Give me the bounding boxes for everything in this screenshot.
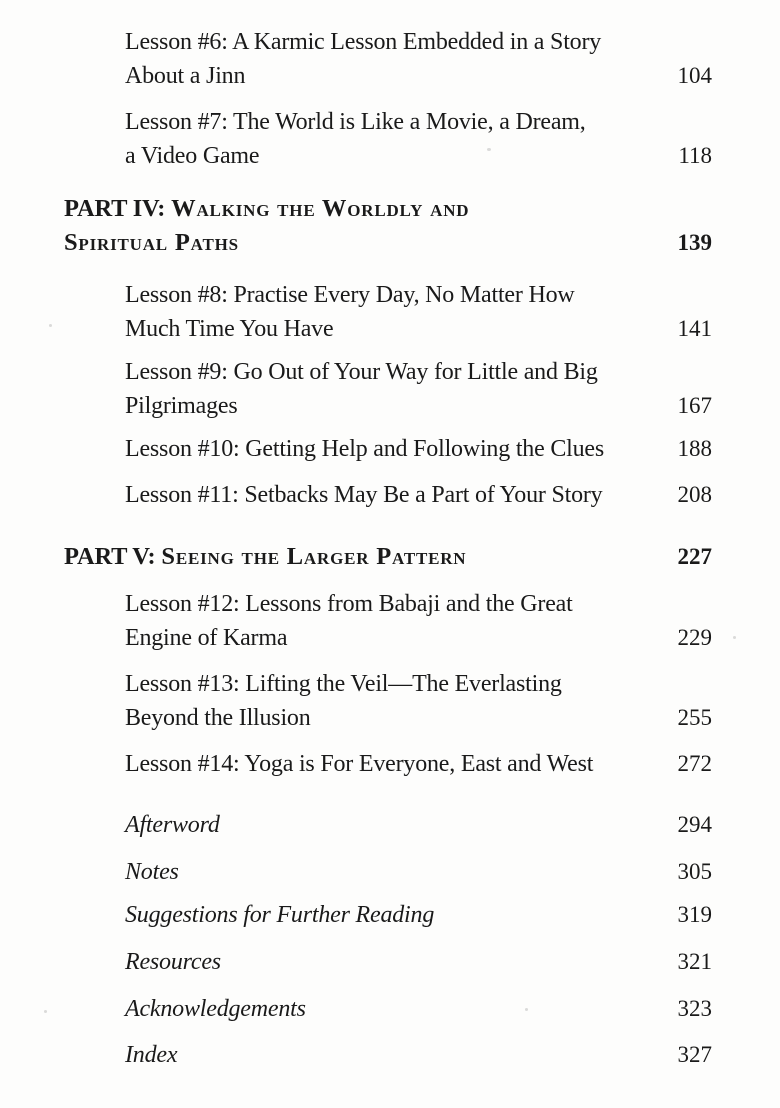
toc-line bbox=[125, 747, 712, 781]
part-title: Walking the Worldly and bbox=[171, 195, 470, 222]
scan-speck bbox=[733, 636, 736, 639]
toc-line bbox=[125, 105, 712, 139]
part-title: Spiritual Paths bbox=[64, 229, 239, 256]
toc-entry-text: Pilgrimages bbox=[125, 393, 238, 419]
toc-line bbox=[125, 139, 712, 173]
toc-line bbox=[125, 667, 712, 701]
toc-line bbox=[64, 192, 712, 226]
toc-line bbox=[125, 278, 712, 312]
page-number: 139 bbox=[677, 230, 712, 255]
page-number: 229 bbox=[677, 625, 712, 650]
toc-back-matter-entry bbox=[125, 992, 712, 1026]
toc-lesson-entry bbox=[125, 747, 712, 781]
toc-back-matter-entry bbox=[125, 945, 712, 979]
toc-line bbox=[125, 701, 712, 735]
toc-line bbox=[125, 945, 712, 979]
page-number: 188 bbox=[677, 436, 712, 461]
toc-entry-text: Suggestions for Further Reading bbox=[125, 902, 435, 928]
page-number: 167 bbox=[677, 393, 712, 418]
toc-entry-text: Much Time You Have bbox=[125, 316, 334, 342]
toc-entry-text: Lesson #8: Practise Every Day, No Matter How bbox=[125, 282, 575, 308]
toc-entry-text: Afterword bbox=[125, 812, 220, 838]
part-number-prefix: PART IV: bbox=[64, 195, 166, 222]
toc-entry-text: Lesson #9: Go Out of Your Way for Little and Big bbox=[125, 359, 598, 385]
toc-lesson-entry bbox=[125, 105, 712, 173]
toc-lesson-entry bbox=[125, 587, 712, 655]
toc-entry-text: Engine of Karma bbox=[125, 625, 288, 651]
part-title: Seeing the Larger Pattern bbox=[161, 543, 467, 570]
toc-back-matter-entry bbox=[125, 808, 712, 842]
toc-lesson-entry bbox=[125, 25, 712, 93]
toc-entry-text bbox=[64, 540, 466, 574]
toc-lesson-entry bbox=[125, 432, 712, 466]
toc-entry-text: Acknowledgements bbox=[125, 996, 306, 1022]
page-number: 118 bbox=[678, 143, 712, 168]
scan-speck bbox=[487, 148, 491, 151]
toc-line bbox=[125, 1038, 712, 1072]
toc-entry-text: a Video Game bbox=[125, 143, 260, 169]
page-number: 104 bbox=[677, 63, 712, 88]
toc-entry-text: Lesson #13: Lifting the Veil—The Everlasting bbox=[125, 671, 562, 697]
toc-line bbox=[125, 25, 712, 59]
toc-line bbox=[125, 621, 712, 655]
page-number: 227 bbox=[677, 544, 712, 569]
toc-part-heading bbox=[64, 540, 712, 574]
toc-line bbox=[125, 59, 712, 93]
scan-speck bbox=[49, 324, 52, 327]
page-number: 305 bbox=[677, 859, 712, 884]
toc-entry-text: About a Jinn bbox=[125, 63, 246, 89]
toc-part-heading bbox=[64, 192, 712, 260]
toc-entry-text: Lesson #14: Yoga is For Everyone, East and West bbox=[125, 751, 594, 777]
toc-entry-text: Lesson #11: Setbacks May Be a Part of Your Story bbox=[125, 482, 603, 508]
toc-entry-text: Lesson #12: Lessons from Babaji and the Great bbox=[125, 591, 573, 617]
page-number: 255 bbox=[677, 705, 712, 730]
page-number: 319 bbox=[677, 902, 712, 927]
page-number: 294 bbox=[677, 812, 712, 837]
toc-line bbox=[125, 478, 712, 512]
toc-entry-text: Notes bbox=[125, 859, 179, 885]
toc-entry-text: Resources bbox=[125, 949, 221, 975]
toc-lesson-entry bbox=[125, 355, 712, 423]
scan-speck bbox=[525, 1008, 528, 1011]
toc-back-matter-entry bbox=[125, 855, 712, 889]
scan-speck bbox=[44, 1010, 47, 1013]
toc-lesson-entry bbox=[125, 278, 712, 346]
page-number: 327 bbox=[677, 1042, 712, 1067]
toc-line bbox=[125, 808, 712, 842]
page-number: 323 bbox=[677, 996, 712, 1021]
toc-entry-text bbox=[64, 192, 469, 226]
toc-line bbox=[125, 389, 712, 423]
table-of-contents bbox=[64, 25, 712, 1072]
page-number: 321 bbox=[677, 949, 712, 974]
toc-line bbox=[125, 898, 712, 932]
toc-line bbox=[125, 855, 712, 889]
toc-entry-text: Index bbox=[125, 1042, 178, 1068]
toc-line bbox=[125, 312, 712, 346]
toc-entry-text bbox=[64, 226, 239, 260]
toc-line bbox=[64, 540, 712, 574]
toc-line bbox=[125, 587, 712, 621]
toc-lesson-entry bbox=[125, 478, 712, 512]
part-number-prefix: PART V: bbox=[64, 543, 156, 570]
toc-line bbox=[125, 355, 712, 389]
toc-line bbox=[64, 226, 712, 260]
toc-entry-text: Lesson #7: The World is Like a Movie, a Dream, bbox=[125, 109, 586, 135]
toc-entry-text: Beyond the Illusion bbox=[125, 705, 311, 731]
toc-lesson-entry bbox=[125, 667, 712, 735]
page-number: 141 bbox=[677, 316, 712, 341]
toc-entry-text: Lesson #6: A Karmic Lesson Embedded in a Story bbox=[125, 29, 602, 55]
toc-line bbox=[125, 992, 712, 1026]
toc-back-matter-entry bbox=[125, 1038, 712, 1072]
page-number: 272 bbox=[677, 751, 712, 776]
toc-line bbox=[125, 432, 712, 466]
page-number: 208 bbox=[677, 482, 712, 507]
toc-entry-text: Lesson #10: Getting Help and Following the Clues bbox=[125, 436, 605, 462]
toc-back-matter-entry bbox=[125, 898, 712, 932]
